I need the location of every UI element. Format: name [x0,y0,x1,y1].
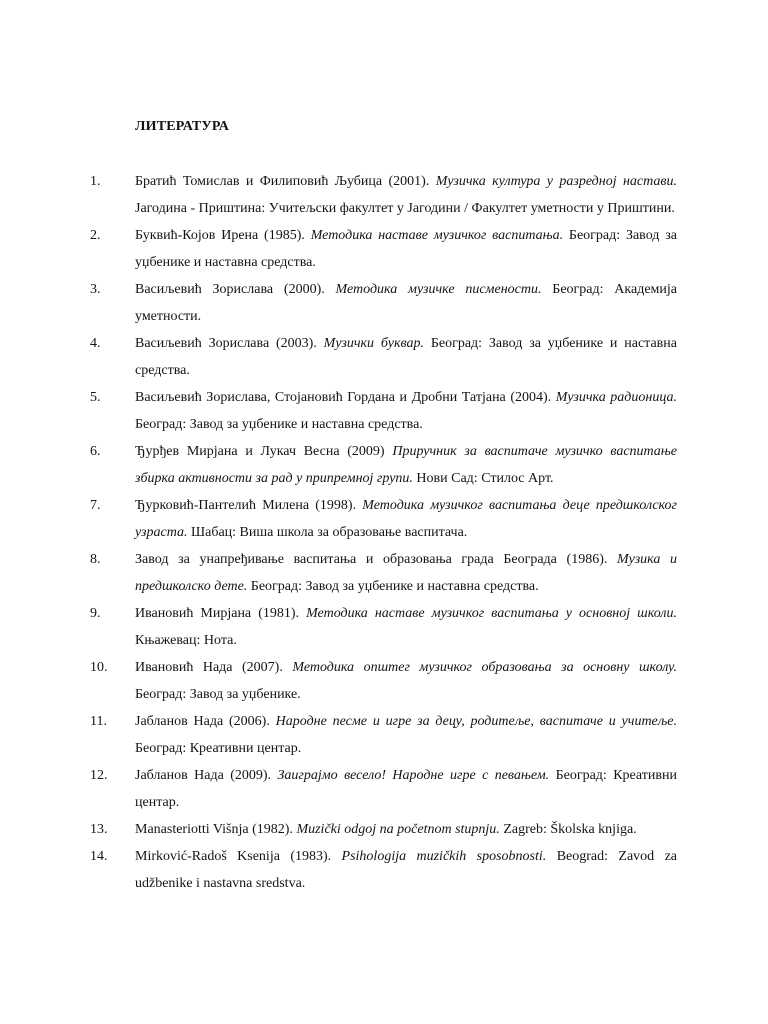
reference-author: Јабланов Нада (2009). [135,768,278,783]
reference-entry [0,330,677,384]
reference-title: Музички буквар. [323,336,424,351]
reference-list [0,168,768,897]
reference-title: Музичка култура у разредној настави. [435,174,677,189]
reference-publisher: Нови Сад: Стилос Арт. [412,471,554,486]
reference-title: Методика општег музичког образовања за основну школу. [292,660,677,675]
reference-title: Приручник за васпитаче музичко васпитање збирка активности за рад у припремној групи. [135,444,677,486]
reference-title: Заиграјмо весело! Народне игре с певањем. [277,768,550,783]
reference-title: Методика музичке писмености. [335,282,542,297]
reference-entry [0,762,677,816]
reference-author: Ђурковић-Пантелић Милена (1998). [135,498,363,513]
reference-entry [0,843,677,897]
page-title: ЛИТЕРАТУРА [135,119,230,134]
reference-entry [0,600,677,654]
reference-title: Методика музичког васпитања деце предшколског узраста. [135,498,678,540]
reference-number: 3. [90,282,101,297]
reference-author: Ђурђев Мирјана и Лукач Весна (2009) [135,444,393,459]
reference-entry [0,438,677,492]
reference-number: 8. [90,552,101,567]
reference-entry [0,654,677,708]
reference-number: 6. [90,444,101,459]
reference-entry [0,708,677,762]
reference-author: Mirković-Radoš Ksenija (1983). [135,849,342,864]
reference-title: Psihologija muzičkih sposobnosti. [341,849,547,864]
reference-author: Ивановић Мирјана (1981). [135,606,307,621]
reference-publisher: Београд: Академија уметности. [135,282,678,324]
reference-publisher: Beograd: Zavod za udžbenike i nastavna sredstva. [135,849,677,891]
reference-publisher: Јагодина - Приштина: Учитељски факултет у Јагодини / Факултет уметности у Приштини. [135,201,675,216]
reference-author: Васиљевић Зорислава (2003). [135,336,324,351]
reference-entry [0,492,677,546]
reference-publisher: Шабац: Виша школа за образовање васпитача. [187,525,468,540]
reference-publisher: Београд: Креативни центар. [135,768,677,810]
reference-author: Јабланов Нада (2006). [135,714,276,729]
reference-number: 10. [90,660,108,675]
reference-title: Методика наставе музичког васпитања у основној школи. [306,606,677,621]
reference-entry [0,276,677,330]
reference-title: Народне песме и игре за децу, родитеље, васпитаче и учитеље. [275,714,677,729]
reference-publisher: Београд: Завод за уџбенике и наставна средства. [247,579,539,594]
reference-title: Методика наставе музичког васпитања. [310,228,564,243]
reference-title: Музичка радионица. [555,390,678,405]
reference-title: Музика и предшколско дете. [135,552,677,594]
reference-number: 11. [90,714,107,729]
reference-author: Буквић-Којов Ирена (1985). [135,228,311,243]
reference-number: 4. [90,336,101,351]
reference-author: Васиљевић Зорислава (2000). [135,282,336,297]
reference-publisher: Београд: Завод за уџбенике и наставна средства. [135,228,677,270]
reference-publisher: Zagreb: Školska knjiga. [499,822,637,837]
reference-author: Братић Томислав и Филиповић Љубица (2001). [135,174,436,189]
reference-entry [0,384,677,438]
reference-number: 14. [90,849,108,864]
reference-publisher: Београд: Завод за уџбенике и наставна средства. [135,336,677,378]
reference-number: 5. [90,390,101,405]
reference-number: 2. [90,228,101,243]
reference-number: 1. [90,174,101,189]
reference-publisher: Београд: Креативни центар. [135,741,302,756]
reference-number: 9. [90,606,101,621]
reference-title: Muzički odgoj na početnom stupnju. [296,822,500,837]
reference-entry [0,222,677,276]
reference-number: 12. [90,768,108,783]
reference-number: 7. [90,498,101,513]
reference-entry [0,546,677,600]
reference-author: Ивановић Нада (2007). [135,660,293,675]
reference-author: Manasteriotti Višnja (1982). [135,822,297,837]
reference-author: Завод за унапређивање васпитања и образовања града Београда (1986). [135,552,617,567]
reference-publisher: Књажевац: Нота. [135,633,237,648]
reference-author: Васиљевић Зорислава, Стојановић Гордана и Дробни Татјана (2004). [135,390,556,405]
reference-publisher: Београд: Завод за уџбенике. [135,687,301,702]
reference-entry [0,816,677,843]
reference-publisher: Београд: Завод за уџбенике и наставна средства. [135,417,423,432]
reference-number: 13. [90,822,108,837]
reference-entry [0,168,677,222]
